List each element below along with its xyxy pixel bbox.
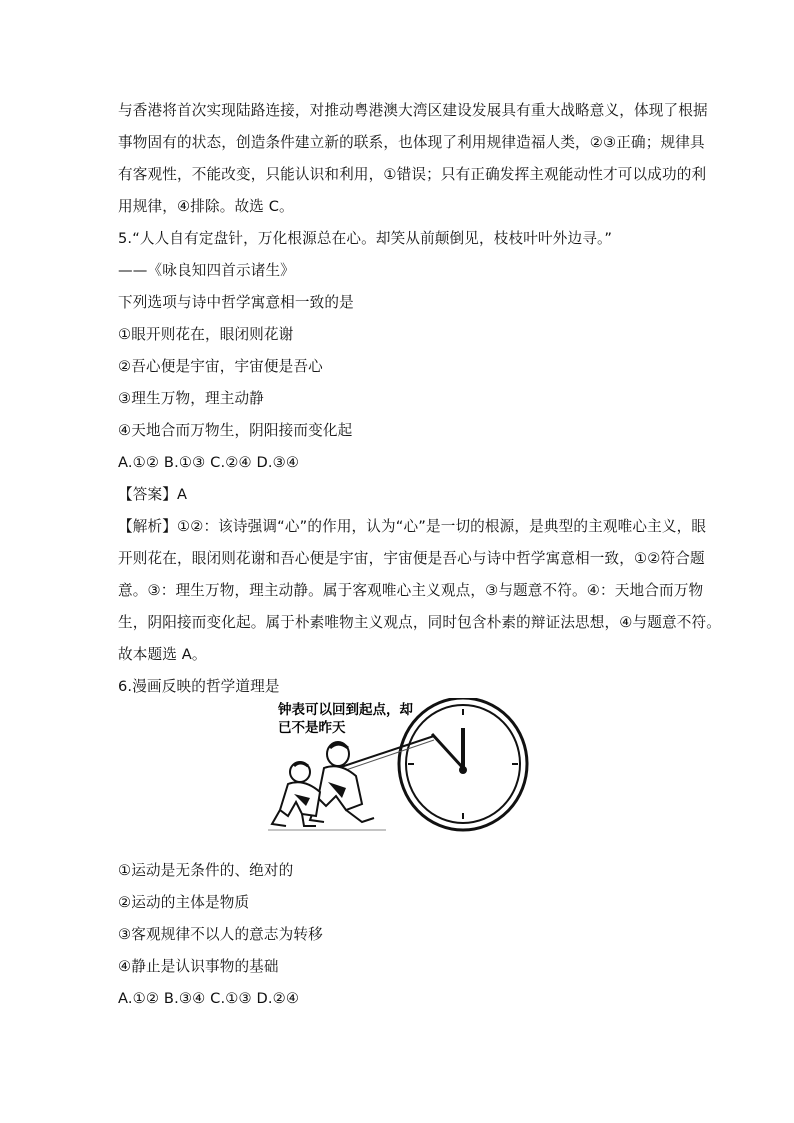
q6-option-4: ④静止是认识事物的基础	[118, 958, 279, 975]
q6-choices: A.①② B.③④ C.①③ D.②④	[118, 990, 300, 1007]
q5-choices: A.①② B.①③ C.②④ D.③④	[118, 454, 300, 471]
prev-explanation-line-3: 有客观性，不能改变，只能认识和利用，①错误；只有正确发挥主观能动性才可以成功的利	[118, 166, 707, 183]
clock-cartoon	[266, 698, 530, 838]
q5-option-2: ②吾心便是宇宙，宇宙便是吾心	[118, 358, 323, 375]
q6-stem: 6.漫画反映的哲学道理是	[118, 678, 280, 695]
q5-option-3: ③理生万物，理主动静	[118, 390, 264, 407]
q5-answer: 【答案】A	[118, 486, 188, 503]
q5-option-4: ④天地合而万物生，阴阳接而变化起	[118, 422, 353, 439]
clock-cartoon-drawing	[266, 698, 530, 838]
q5-option-1: ①眼开则花在，眼闭则花谢	[118, 326, 294, 343]
q5-stem: 5.“人人自有定盘针，万化根源总在心。却笑从前颠倒见，枝枝叶叶外边寻。”	[118, 230, 613, 247]
q5-explanation-line-4: 生，阴阳接而变化起。属于朴素唯物主义观点，同时包含朴素的辩证法思想，④与题意不符。	[118, 614, 721, 631]
q5-source: ——《咏良知四首示诸生》	[118, 262, 295, 279]
q6-option-3: ③客观规律不以人的意志为转移	[118, 926, 323, 943]
q5-explanation-line-1: 【解析】①②：该诗强调“心”的作用，认为“心”是一切的根源，是典型的主观唯心主义，眼	[118, 518, 707, 535]
prev-explanation-line-2: 事物固有的状态，创造条件建立新的联系，也体现了利用规律造福人类，②③正确；规律具	[118, 134, 705, 151]
q5-explanation-line-3: 意。③：理生万物，理主动静。属于客观唯心主义观点，③与题意不符。④：天地合而万物	[118, 582, 704, 599]
q6-option-1: ①运动是无条件的、绝对的	[118, 862, 294, 879]
cartoon-caption-line-2: 已不是昨天	[278, 720, 346, 736]
q5-explanation-line-2: 开则花在，眼闭则花谢和吾心便是宇宙，宇宙便是吾心与诗中哲学寓意相一致，①②符合题	[118, 550, 705, 567]
cartoon-caption-line-1: 钟表可以回到起点，却	[278, 702, 413, 718]
prev-explanation-line-1: 与香港将首次实现陆路连接，对推动粤港澳大湾区建设发展具有重大战略意义，体现了根据	[118, 102, 708, 119]
q5-explanation-line-5: 故本题选 A。	[118, 646, 207, 663]
q6-option-2: ②运动的主体是物质	[118, 894, 250, 911]
q5-prompt: 下列选项与诗中哲学寓意相一致的是	[118, 294, 354, 311]
prev-explanation-line-4: 用规律，④排除。故选 C。	[118, 198, 294, 215]
